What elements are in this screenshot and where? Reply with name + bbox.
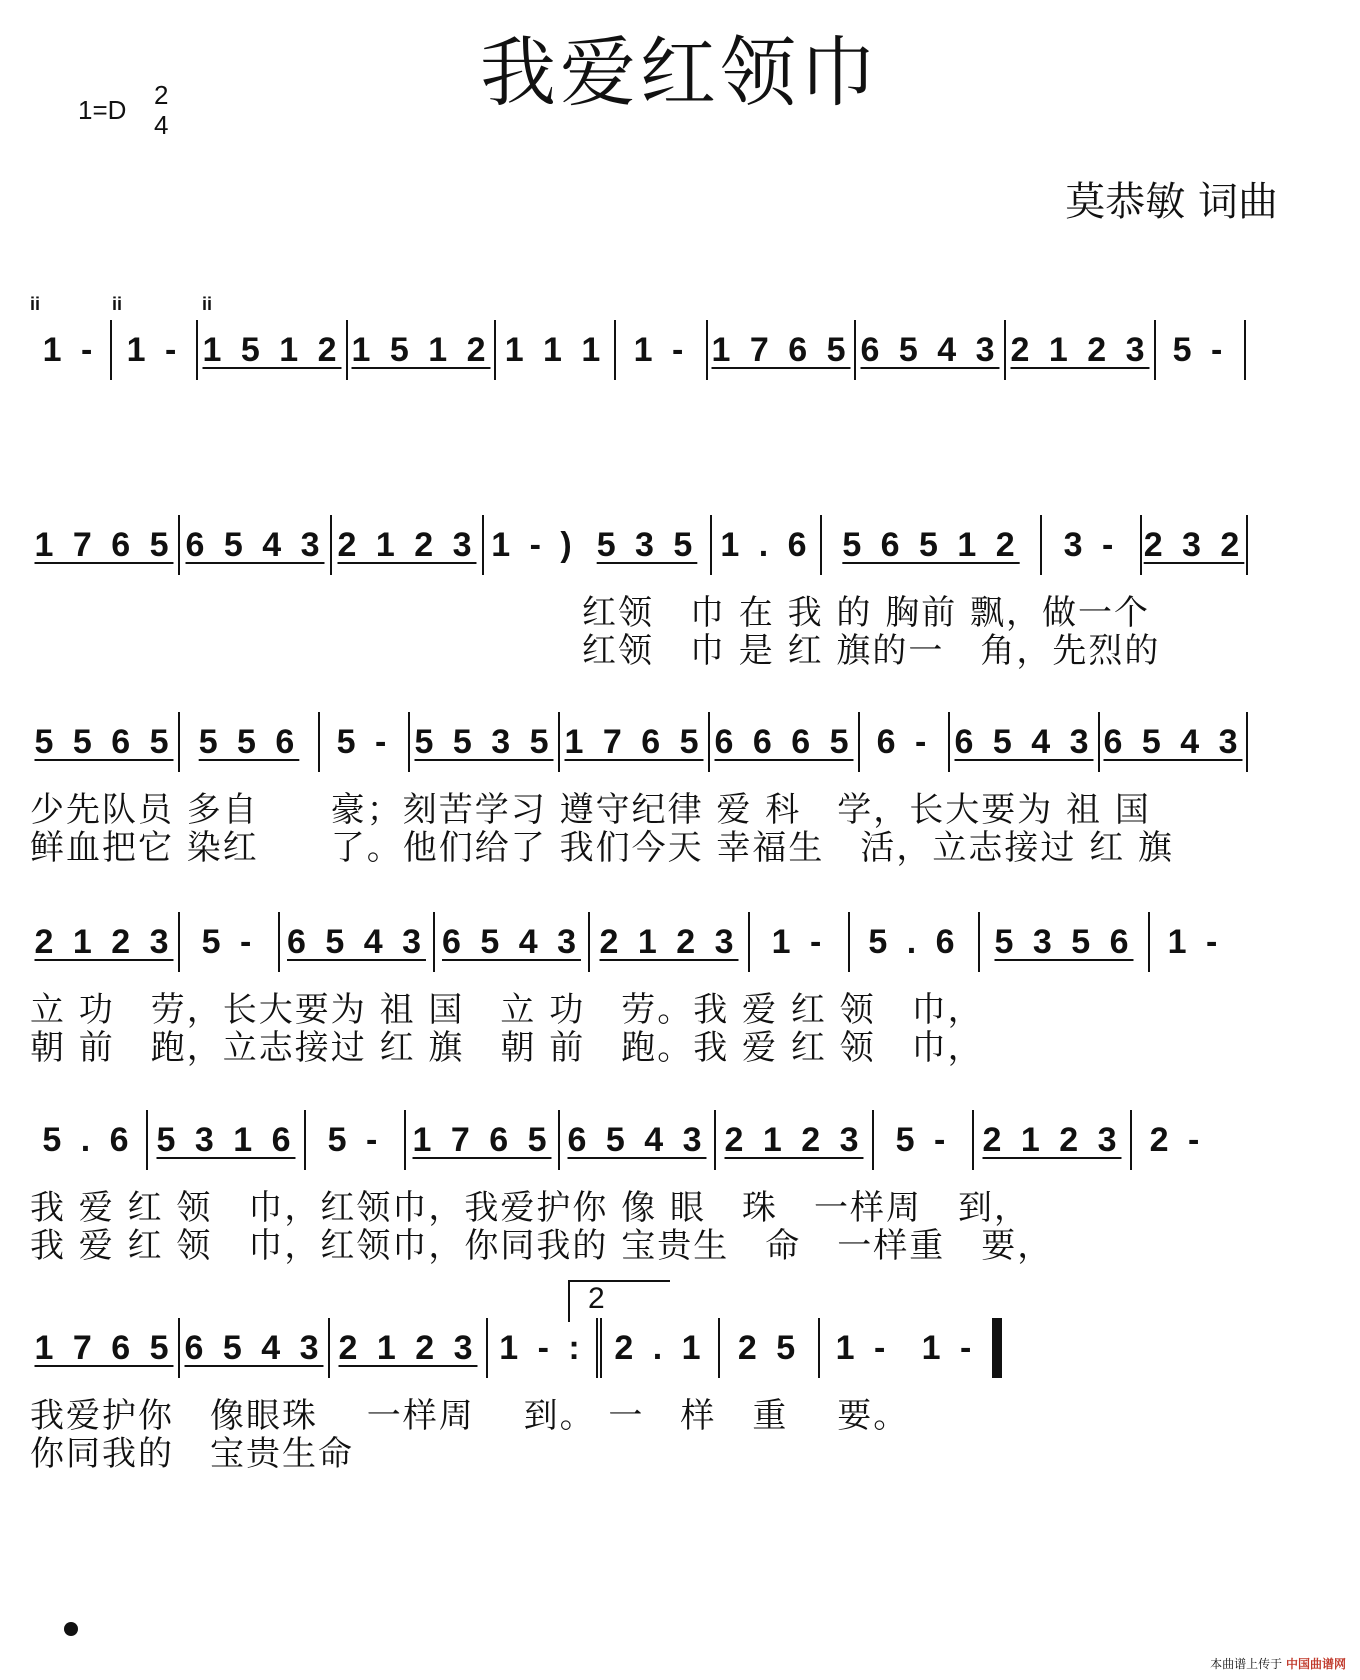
measure: 6 5 4 3 (950, 712, 1100, 772)
measure: 1 7 6 5 (30, 1318, 180, 1378)
measure: 5 5 6 5 (30, 712, 180, 772)
meter-top: 2 (154, 80, 169, 110)
score-row-4 (30, 912, 1330, 1068)
measure: 1 7 6 5 (406, 1110, 560, 1170)
lyrics-verse-2: 红领 巾 是 红 旗的一 角，先烈的 (582, 631, 1161, 671)
measure: 5 3 5 (584, 515, 712, 575)
score-row-3 (30, 712, 1330, 868)
lyrics-verse-2: 朝 前 跑，立志接过 红 旗 朝 前 跑。我 爱 红 领 巾， (30, 1028, 984, 1068)
measure: 1 7 6 5 (560, 712, 710, 772)
measure: 5 - (874, 1110, 974, 1170)
measure: 6 5 4 3 (856, 320, 1006, 380)
lyrics-verse-1: 我爱护你 像眼珠 一样周 到。 一 样 重 要。 (30, 1396, 910, 1436)
measure: 2 - (1149, 1120, 1205, 1159)
measure: 5 . 6 (850, 912, 980, 972)
meter-bottom: 4 (154, 110, 169, 140)
measure: 2 1 2 3 (330, 1318, 488, 1378)
time-signature (154, 80, 168, 140)
score-row-1 (30, 294, 1330, 380)
measure: 6 5 4 3 (280, 912, 435, 972)
measure: 1 - ) (491, 525, 577, 564)
measure: 2 1 2 3 (30, 912, 180, 972)
measure: 1 7 6 5 (30, 515, 180, 575)
measure: 6 5 4 3 (1100, 712, 1248, 772)
lyrics-verse-1: 立 功 劳，长大要为 祖 国 立 功 劳。我 爱 红 领 巾， (30, 990, 984, 1030)
volta-bracket (568, 1280, 670, 1322)
grace-note: ii (202, 294, 213, 314)
measure: 1 - (835, 1328, 891, 1367)
measure: 1 1 1 (496, 320, 616, 380)
page-mark-dot (64, 1622, 78, 1636)
measure: 2 1 2 3 (332, 515, 484, 575)
measure: 2 1 2 3 (716, 1110, 874, 1170)
composer-credit: 莫恭敏 词曲 (1065, 179, 1278, 225)
measure: 1 - (112, 320, 198, 380)
measure: 1 5 1 2 (198, 320, 348, 380)
lyrics-verse-1: 少先队员 多自 豪；刻苦学习 遵守纪律 爱 科 学，长大要为 祖 国 (30, 790, 1151, 830)
measure: 5 . 6 (30, 1110, 148, 1170)
measure: 6 5 4 3 (560, 1110, 716, 1170)
lyrics-verse-2: 我 爱 红 领 巾，红领巾，你同我的 宝贵生 命 一样重 要， (30, 1226, 1054, 1266)
measure: 2 5 (720, 1318, 820, 1378)
measure: 6 6 6 5 (710, 712, 860, 772)
measure: 2 1 2 3 (590, 912, 750, 972)
measure: 2 3 2 (1142, 515, 1248, 575)
measure: 5 5 3 5 (410, 712, 560, 772)
score-row-2 (30, 515, 1330, 671)
measure: 1 - (750, 912, 850, 972)
measure: 1 - (30, 320, 112, 380)
measure: 5 - (180, 912, 280, 972)
footer-site: 中国曲谱网 (1285, 1657, 1346, 1671)
measure: 1 7 6 5 (708, 320, 856, 380)
measure: 1 - : (488, 1318, 602, 1378)
score-row-5 (30, 1110, 1330, 1266)
lyrics-verse-1: 红领 巾 在 我 的 胸前 飘，做一个 (582, 593, 1151, 633)
lyrics-verse-2: 你同我的 宝贵生命 (30, 1434, 354, 1474)
measure: 6 - (860, 712, 950, 772)
measure: 6 5 4 3 (435, 912, 590, 972)
measure: 5 - (306, 1110, 406, 1170)
key-signature: 1=D (78, 95, 127, 125)
measure: 3 - (1042, 515, 1142, 575)
grace-note: ii (30, 294, 41, 314)
measure: 5 5 6 (180, 712, 320, 772)
score-row-6 (30, 1282, 1330, 1474)
footer-prefix: 本曲谱上传于 (1210, 1657, 1283, 1671)
measure: 2 . 1 (602, 1318, 720, 1378)
volta-number: 2 (588, 1282, 605, 1315)
measure: 1 5 1 2 (348, 320, 496, 380)
measure: 5 - (320, 712, 410, 772)
lyrics-verse-1: 我 爱 红 领 巾，红领巾，我爱护你 像 眼 珠 一样周 到， (30, 1188, 1031, 1228)
lyrics-verse-2: 鲜血把它 染红 了。他们给了 我们今天 幸福生 活，立志接过 红 旗 (30, 828, 1175, 868)
measure: 5 3 1 6 (148, 1110, 306, 1170)
measure: 1 . 6 (712, 515, 822, 575)
measure: 5 6 5 1 2 (822, 515, 1042, 575)
measure: 5 3 5 6 (980, 912, 1150, 972)
measure: 6 5 4 3 (180, 1318, 330, 1378)
measure: 2 1 2 3 (1006, 320, 1156, 380)
measure: 1 - (906, 1318, 1002, 1378)
measure: 1 - (616, 320, 708, 380)
song-title: 我爱红领巾 (480, 28, 880, 117)
measure: 2 1 2 3 (974, 1110, 1132, 1170)
grace-note: ii (112, 294, 123, 314)
measure: 6 5 4 3 (180, 515, 332, 575)
footer-watermark (1210, 1655, 1346, 1672)
measure: 5 - (1156, 320, 1246, 380)
measure: 1 - (1167, 922, 1223, 961)
